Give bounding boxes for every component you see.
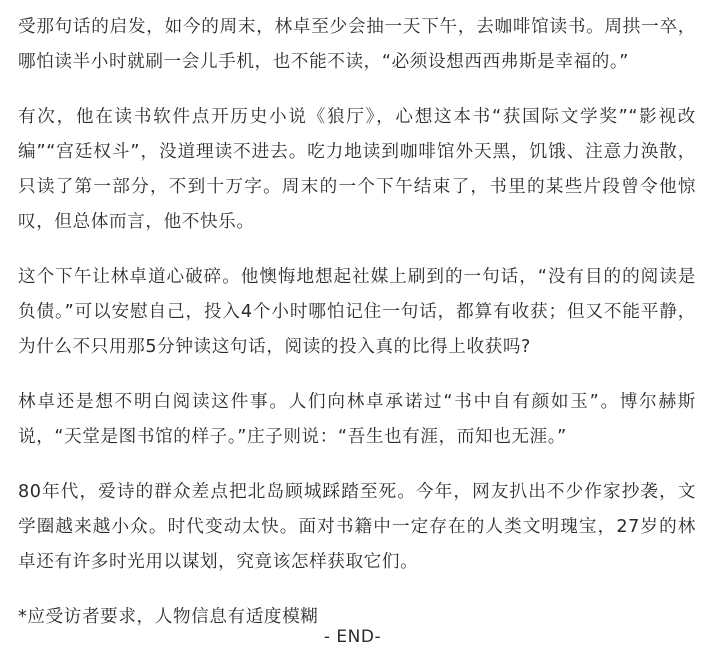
article-body [18, 10, 696, 635]
paragraph-2: 有次，他在读书软件点开历史小说《狼厅》，心想这本书“获国际文学奖”“影视改编”“宫廷权斗”，没道理读不进去。吃力地读到咖啡馆外天黑，饥饿、注意力涣散，只读了第一部分，不到十万字。周末的一个下午结束了，书里的某些片段曾令他惊叹，但总体而言，他不快乐。 [18, 107, 696, 232]
privacy-note: *应受访者要求，人物信息有适度模糊 [18, 607, 319, 627]
end-mark: - END- [323, 627, 382, 647]
paragraph-1: 受那句话的启发，如今的周末，林卓至少会抽一天下午，去咖啡馆读书。周拱一卒，哪怕读半小时就刷一会儿手机，也不能不读，“必须设想西西弗斯是幸福的。” [18, 17, 696, 72]
paragraph-4: 林卓还是想不明白阅读这件事。人们向林卓承诺过“书中自有颜如玉”。博尔赫斯说，“天堂是图书馆的样子。”庄子则说：“吾生也有涯，而知也无涯。” [18, 392, 696, 447]
paragraph-3: 这个下午让林卓道心破碎。他懊悔地想起社媒上刷到的一句话，“没有目的的阅读是负债。”可以安慰自己，投入4个小时哪怕记住一句话，都算有收获；但又不能平静，为什么不只用那5分钟读这句话，阅读的投入真的比得上收获吗? [18, 267, 696, 357]
paragraph-5: 80年代，爱诗的群众差点把北岛顾城踩踏至死。今年，网友扒出不少作家抄袭，文学圈越来越小众。时代变动太快。面对书籍中一定存在的人类文明瑰宝，27岁的林卓还有许多时光用以谋划，究竟该怎样获取它们。 [18, 482, 696, 572]
